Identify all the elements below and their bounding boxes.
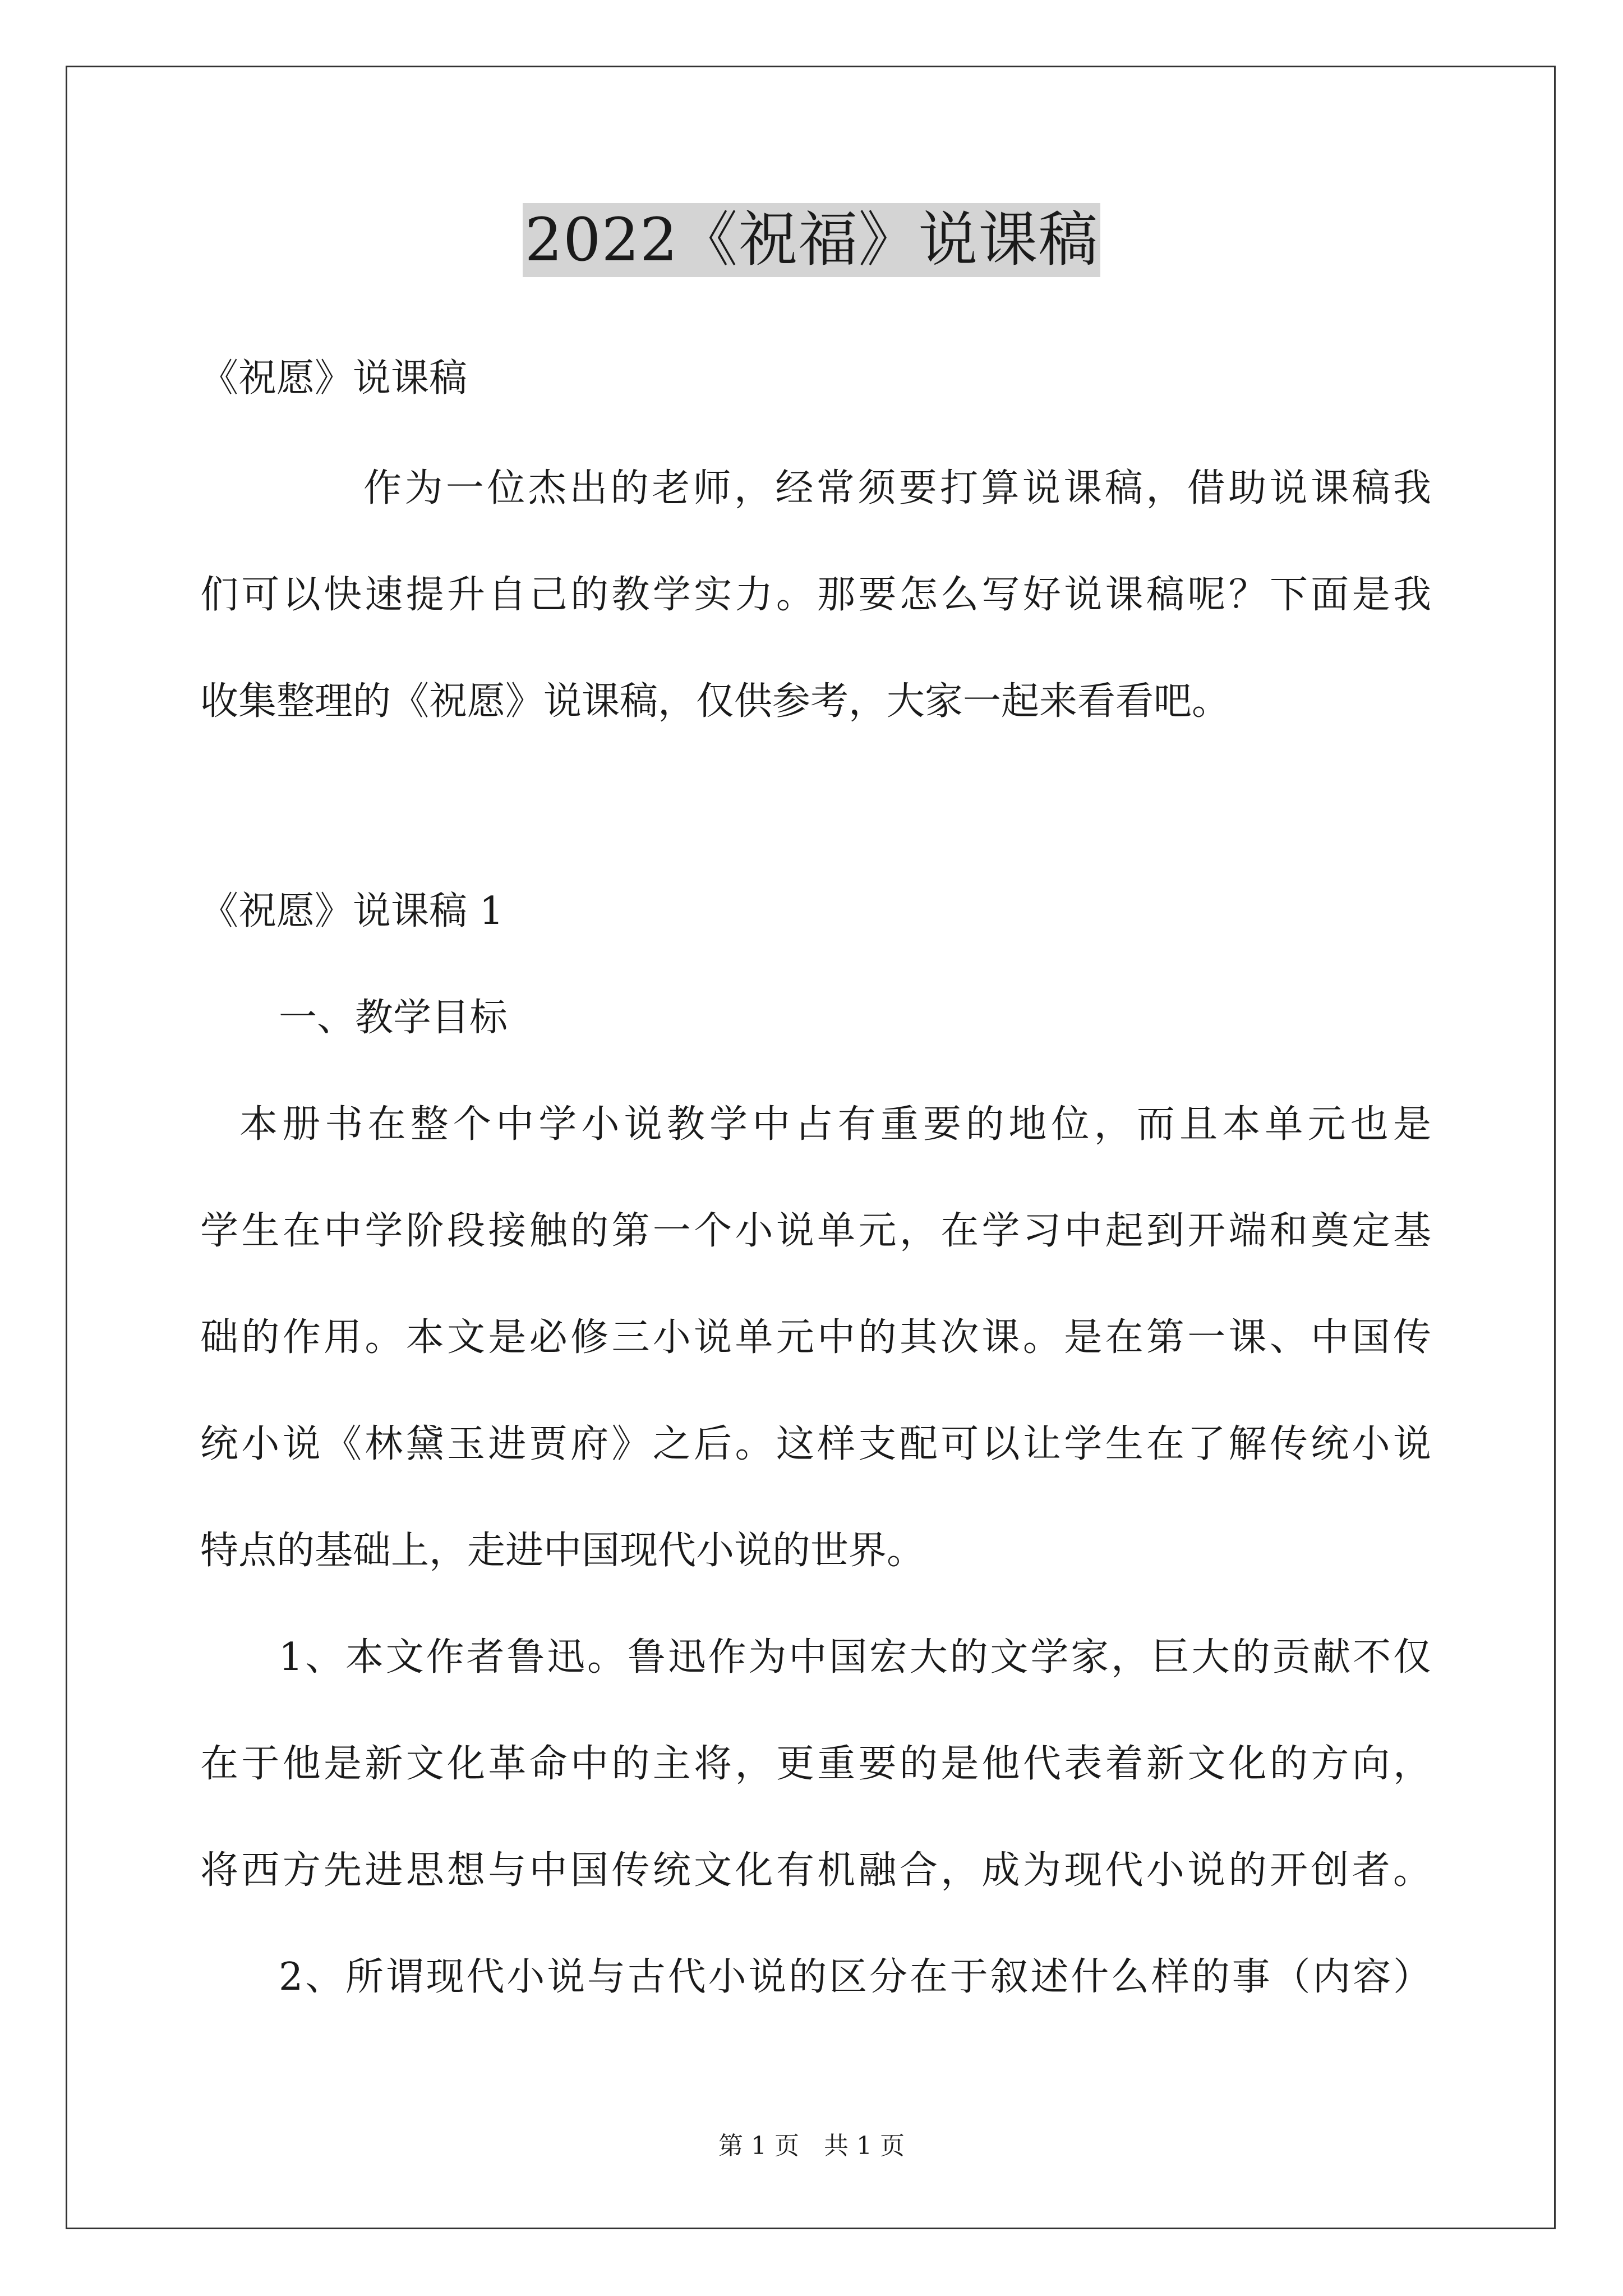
paragraph-line: 将西方先进思想与中国传统文化有机融合，成为现代小说的开创者。 bbox=[200, 1848, 1431, 1893]
paragraph-line: 们可以快速提升自己的教学实力。那要怎么写好说课稿呢？下面是我 bbox=[200, 573, 1431, 617]
paragraph-line: 1、本文作者鲁迅。鲁迅作为中国宏大的文学家，巨大的贡献不仅 bbox=[279, 1635, 1431, 1680]
document-title: 2022《祝福》说课稿 bbox=[523, 203, 1101, 277]
paragraph-line: 收集整理的《祝愿》说课稿，仅供参考，大家一起来看看吧。 bbox=[200, 679, 1230, 724]
paragraph-line: 统小说《林黛玉进贾府》之后。这样支配可以让学生在了解传统小说 bbox=[200, 1422, 1431, 1466]
paragraph-line: 础的作用。本文是必修三小说单元中的其次课。是在第一课、中国传 bbox=[200, 1315, 1431, 1360]
title-container bbox=[0, 203, 1623, 277]
paragraph-line: 作为一位杰出的老师，经常须要打算说课稿，借助说课稿我 bbox=[363, 466, 1431, 510]
page-footer: 第 1 页 共 1 页 bbox=[718, 2132, 905, 2160]
paragraph-line: 本册书在整个中学小说教学中占有重要的地位，而且本单元也是 bbox=[239, 1102, 1431, 1147]
subtitle: 《祝愿》说课稿 bbox=[200, 356, 468, 401]
paragraph-line: 学生在中学阶段接触的第一个小说单元，在学习中起到开端和奠定基 bbox=[200, 1209, 1431, 1253]
paragraph-line: 2、所谓现代小说与古代小说的区分在于叙述什么样的事（内容） bbox=[279, 1955, 1431, 1999]
subsection-heading: 一、教学目标 bbox=[279, 996, 508, 1040]
section-heading: 《祝愿》说课稿 1 bbox=[200, 889, 504, 933]
paragraph-line: 特点的基础上，走进中国现代小说的世界。 bbox=[200, 1529, 925, 1573]
paragraph-line: 在于他是新文化革命中的主将，更重要的是他代表着新文化的方向， bbox=[200, 1742, 1431, 1786]
